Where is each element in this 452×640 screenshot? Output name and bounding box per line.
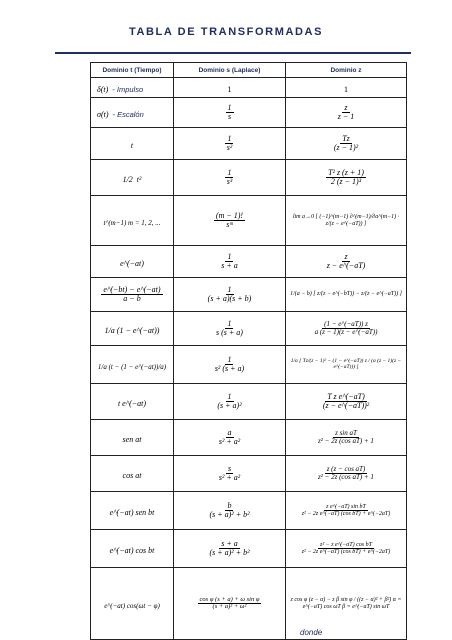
laplace-cell: $\frac{1}{\text{s²}}$ <box>174 128 286 160</box>
z-cell: lim a→0 [ (−1)^(m−1) ∂^(m−1)/∂a^(m−1) · z/(z − e^(−aT)) ] <box>286 196 407 246</box>
laplace-cell: $\frac{1}{s (s + a)}$ <box>174 312 286 346</box>
laplace-cell: $\frac{\text{cos φ (s + a) + ω sin φ}}{\text{(s + a)² + ω²}}$ <box>174 568 286 640</box>
laplace-cell: 1 <box>174 78 286 98</box>
table-row <box>91 128 407 160</box>
table-row <box>91 278 407 312</box>
header-laplace-domain: Dominio s (Laplace) <box>174 63 286 78</box>
time-cell: t e^(−at) <box>91 384 174 420</box>
z-cell: $\frac{Tz}{\text{(z − 1)²}}$ <box>286 128 407 160</box>
table-row <box>91 98 407 128</box>
z-cell: $\frac{\text{z sin aT}}{\text{z² − 2z (cos aT) + 1}}$ <box>286 420 407 456</box>
transform-table <box>90 62 407 640</box>
laplace-cell: $\frac{1}{\text{s² (s + a)}}$ <box>174 346 286 384</box>
laplace-cell: $\frac{1}{s}$ <box>174 98 286 128</box>
table-row <box>91 456 407 492</box>
z-cell: 1/a [ Tz/(z − 1)² − (1 − e^(−aT)) z / (a (z − 1)(z − e^(−aT))) ] <box>286 346 407 384</box>
time-cell: 1/a (t − (1 − e^(−at))/a) <box>91 346 174 384</box>
table-row <box>91 78 407 98</box>
page-title: TABLA DE TRANSFORMADAS <box>128 26 324 38</box>
laplace-cell: $\frac{s}{\text{s² + a²}}$ <box>174 456 286 492</box>
z-cell: z cos φ (z − α) − z β sin φ / ((z − α)² + β²) α = e^(−aT) cos ωT β = e^(−aT) sin ωT <box>286 568 407 640</box>
table-row <box>91 312 407 346</box>
table-row <box>91 384 407 420</box>
z-cell: $\frac{z}{z - e\^{}(-aT)}$ <box>286 246 407 278</box>
time-cell: e^(−at) sen bt <box>91 492 174 530</box>
laplace-cell: $\frac{(m - 1)!}{\text{sᵐ}}$ <box>174 196 286 246</box>
table-row <box>91 492 407 530</box>
z-cell: 1 <box>286 78 407 98</box>
table-row <box>91 160 407 196</box>
table-row <box>91 246 407 278</box>
laplace-cell: $\frac{b}{\text{(s + a)² + b²}}$ <box>174 492 286 530</box>
table-row <box>91 420 407 456</box>
laplace-cell: $\frac{1}{\text{s³}}$ <box>174 160 286 196</box>
header-time-domain: Dominio t (Tiempo) <box>91 63 174 78</box>
laplace-cell: $\frac{1}{(s + a)(s + b)}$ <box>174 278 286 312</box>
z-cell: $\frac{\text{T² z (z + 1)}}{\text{2 (z − 1)³}}$ <box>286 160 407 196</box>
time-cell: 1/a (1 − e^(−at)) <box>91 312 174 346</box>
step-note: - Escalón <box>112 109 144 119</box>
time-cell: sen at <box>91 420 174 456</box>
table-row <box>91 530 407 568</box>
z-cell: $\frac{\text{z (z − cos aT)}}{\text{z² − 2z (cos aT) + 1}}$ <box>286 456 407 492</box>
z-cell: $\frac{\text{T z e\textasciicircum{}(−aT)}}{\text{(z − e\textasciicircum{}(−aT))²}}$ <box>286 384 407 420</box>
table-row <box>91 196 407 246</box>
z-cell: 1/(a − b) [ z/(z − e^(−bT)) − z/(z − e^(−aT)) ] <box>286 278 407 312</box>
laplace-cell: $\frac{a}{\text{s² + a²}}$ <box>174 420 286 456</box>
time-cell: e^(−at) cos(ωt − φ) <box>91 568 174 640</box>
laplace-cell: $\frac{s + a}{\text{(s + a)² + b²}}$ <box>174 530 286 568</box>
time-cell: 1/2 t² <box>91 160 174 196</box>
time-cell: σ(t) - Escalón <box>91 98 174 128</box>
time-cell: e^(−at) cos bt <box>91 530 174 568</box>
z-cell: $\frac{z}{z - 1}$ <box>286 98 407 128</box>
z-cell: $\frac{(1 - e\^{}(-aT)) z}{a (z - 1)(z - e\^{}(-aT))}$ <box>286 312 407 346</box>
donde-label: donde <box>300 628 323 637</box>
time-cell: $\frac{e\^{}(-bt) - e\^{}(-at)}{a - b}$ <box>91 278 174 312</box>
laplace-cell: $\frac{1}{\text{(s + a)²}}$ <box>174 384 286 420</box>
time-cell: δ(t) - Impulso <box>91 78 174 98</box>
z-cell: $\frac{\text{z e\textasciicircum{}(−aT) sin bT}}{\text{z² − 2z e\textasciicircum{}(−aT) (cos bT) + e\textasciicircum{}(−2aT)}}$ <box>286 492 407 530</box>
time-cell: t <box>91 128 174 160</box>
time-cell: e^(−at) <box>91 246 174 278</box>
time-cell: cos at <box>91 456 174 492</box>
table-row <box>91 568 407 640</box>
title-divider <box>55 52 411 54</box>
header-z-domain: Dominio z <box>286 63 407 78</box>
table-header-row <box>91 63 407 78</box>
laplace-cell: $\frac{1}{s + a}$ <box>174 246 286 278</box>
table-row <box>91 346 407 384</box>
z-cell: $\frac{\text{z² − z e\textasciicircum{}(−aT) cos bT}}{\text{z² − 2z e\textasciicircum{}(−aT) (cos bT) + e\textasciicircum{}(−2aT)}}$ <box>286 530 407 568</box>
time-cell: t^(m−1) m = 1, 2, ... <box>91 196 174 246</box>
impulse-note: - Impulso <box>112 84 144 94</box>
